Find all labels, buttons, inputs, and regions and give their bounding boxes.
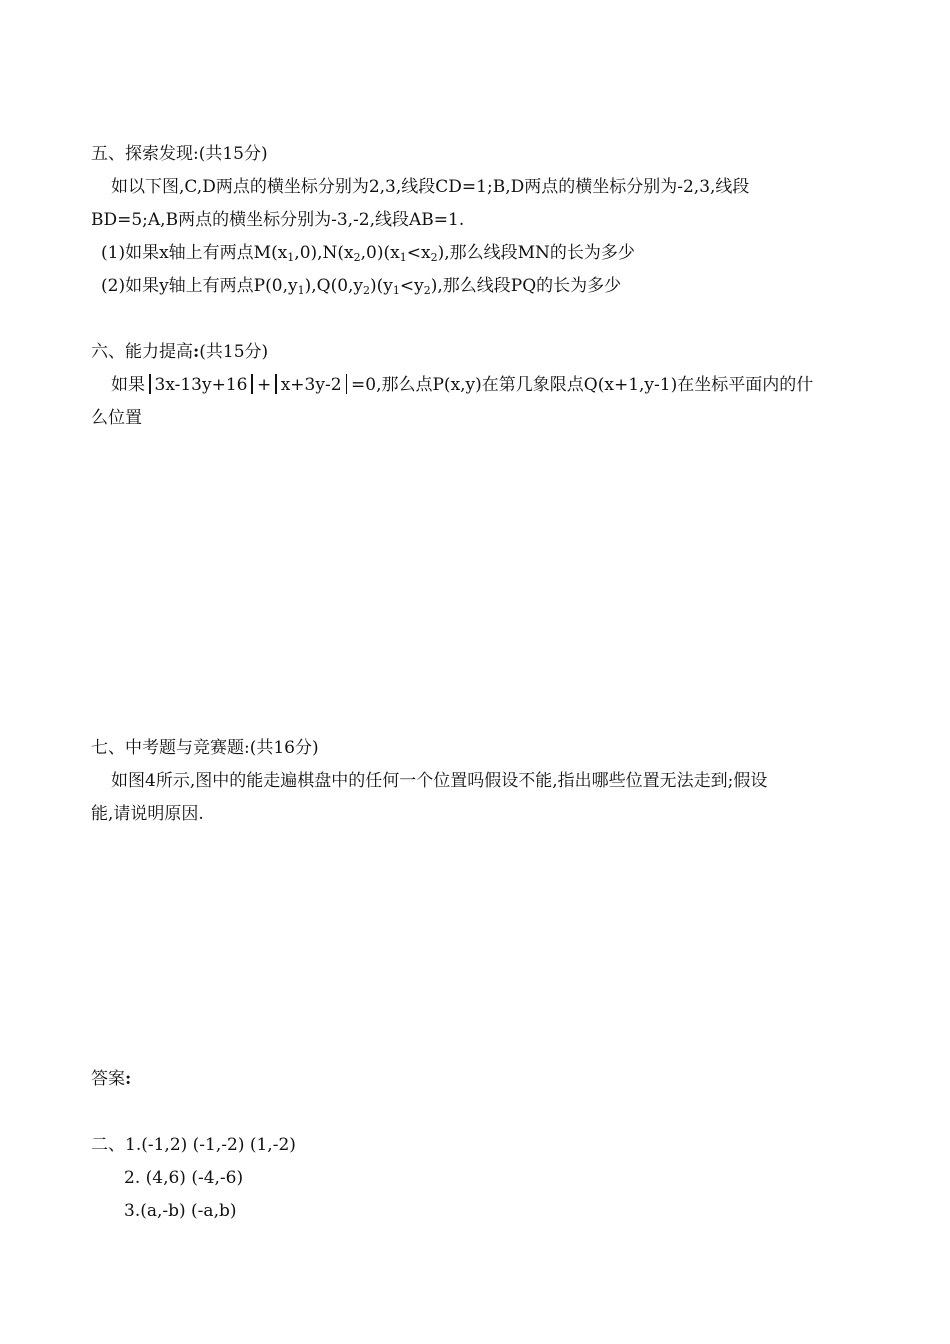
section-6-title: 六、能力提高:(共15分) <box>91 342 269 362</box>
answer-item-2: 2. (4,6) (-4,-6) <box>124 1168 244 1188</box>
section-6-question-line-2: 么位置 <box>91 408 142 428</box>
section-5-intro-line-1: 如以下图,C,D两点的横坐标分别为2,3,线段CD=1;B,D两点的横坐标分别为-2,3,线段 <box>111 177 750 197</box>
section-5-title: 五、探索发现:(共15分) <box>91 144 268 164</box>
section-6-question: 如果 3x-13y+16 + x+3y-2 =0,那么点P(x,y)在第几象限点Q(x+1,y-1)在坐标平面内的什 <box>111 375 814 395</box>
section-7-line-2: 能,请说明原因. <box>91 804 204 824</box>
section-7-line-1: 如图4所示,图中的能走遍棋盘中的任何一个位置吗假设不能,指出哪些位置无法走到;假设 <box>111 771 768 791</box>
answer-item-3: 3.(a,-b) (-a,b) <box>124 1201 237 1221</box>
section-5-question-2: (2)如果y轴上有两点$P(0,y_1),Q(0,y_2)(y_1<y_2)$,那么线段PQ的长为多少 <box>101 276 622 297</box>
absolute-value-bar <box>149 374 151 394</box>
answers-title: 答案: <box>91 1069 132 1089</box>
section-5-intro-line-2: BD=5;A,B两点的横坐标分别为-3,-2,线段AB=1. <box>91 210 465 230</box>
absolute-value-bar <box>275 374 277 394</box>
absolute-value-bar <box>251 374 253 394</box>
answer-item-1: 二、1.(-1,2) (-1,-2) (1,-2) <box>91 1135 296 1155</box>
absolute-value-bar <box>346 374 348 394</box>
section-5-question-1: (1)如果x轴上有两点$M(x_1,0),N(x_2,0)(x_1<x_2)$,那么线段MN的长为多少 <box>101 243 635 264</box>
section-7-title: 七、中考题与竞赛题:(共16分) <box>91 738 319 758</box>
